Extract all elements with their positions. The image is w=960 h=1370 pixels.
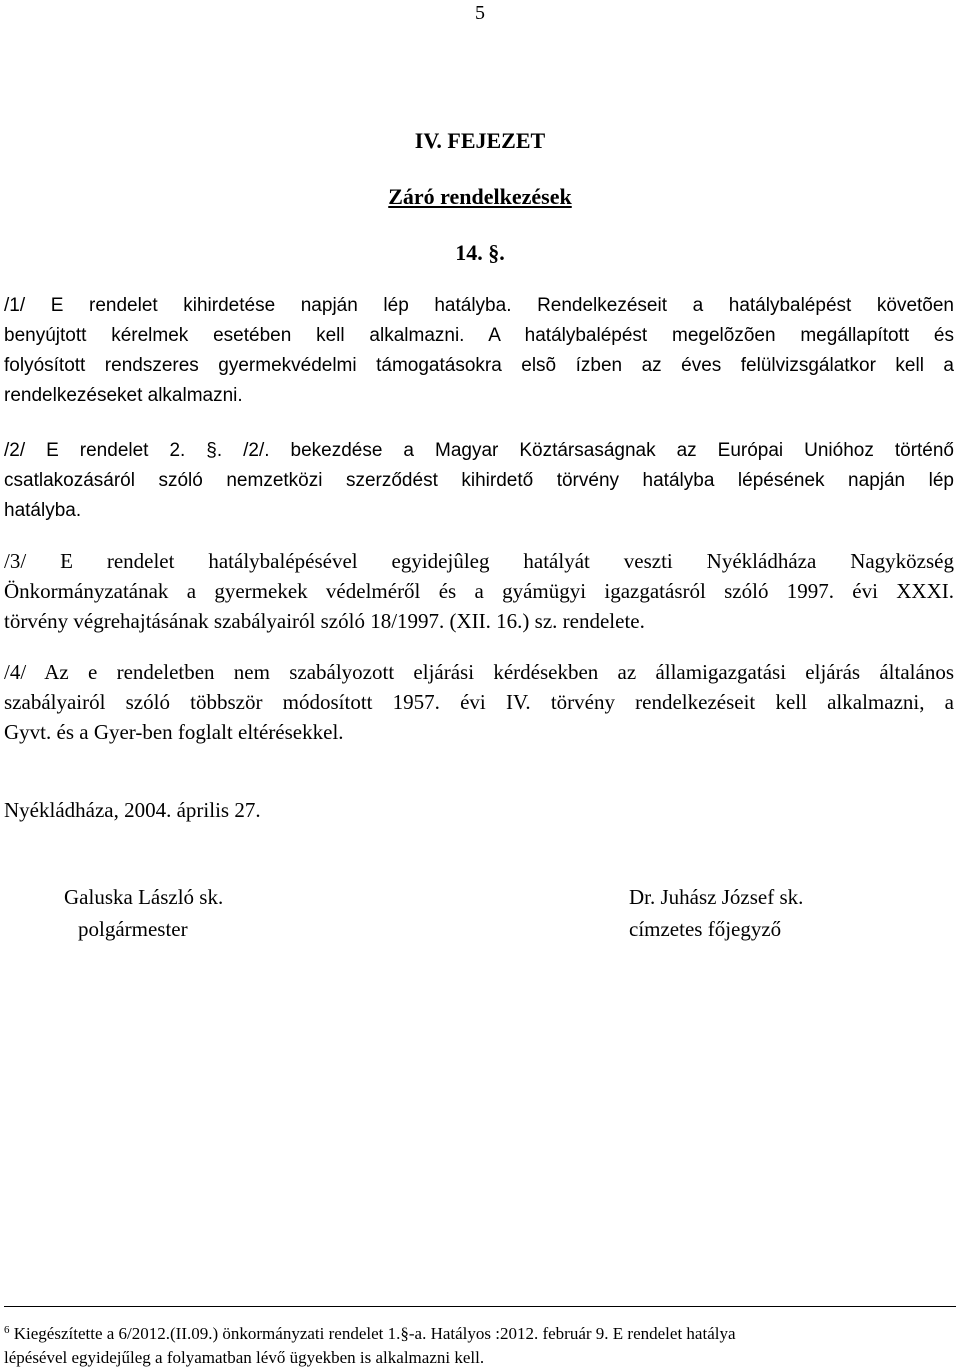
paragraph-4-line: szabályairól szóló többször módosított 1957. évi IV. törvény rendelkezéseit kell alkalmazni, a	[4, 690, 954, 714]
paragraph-1-line: rendelkezéseket alkalmazni.	[4, 385, 243, 406]
paragraph-3-line: törvény végrehajtásának szabályairól szóló 18/1997. (XII. 16.) sz. rendelete.	[4, 609, 645, 633]
signature-role: polgármester	[78, 917, 188, 941]
paragraph-3-line: Önkormányzatának a gyermekek védelméről és a gyámügyi igazgatásról szóló 1997. évi XXXI.	[4, 579, 954, 603]
paragraph-2-line: csatlakozásáról szóló nemzetközi szerződést kihirdető törvény hatályba lépésének napján lép	[4, 470, 954, 491]
place-and-date: Nyékládháza, 2004. április 27.	[4, 798, 261, 822]
paragraph-4	[4, 657, 954, 747]
footnote-marker: 6	[4, 1324, 10, 1336]
paragraph-1-line: folyósított rendszeres gyermekvédelmi támogatásokra elsõ ízben az éves felülvizsgálatkor kell a	[4, 355, 954, 376]
footnote-line: lépésével egyidejűleg a folyamatban lévő ügyekben is alkalmazni kell.	[4, 1348, 485, 1367]
signature-notary	[629, 881, 803, 945]
footnote-divider	[4, 1306, 956, 1307]
paragraph-1	[4, 291, 954, 411]
signature-name: Dr. Juhász József sk.	[629, 885, 804, 909]
paragraph-mark: 14. §.	[455, 240, 505, 265]
paragraph-3-line: /3/ E rendelet hatálybalépésével egyidejûleg hatályát veszti Nyékládháza Nagyközség	[4, 549, 954, 573]
paragraph-4-line: Gyvt. és a Gyer-ben foglalt eltérésekkel.	[4, 720, 344, 744]
paragraph-1-line: /1/ E rendelet kihirdetése napján lép hatályba. Rendelkezéseit a hatálybalépést követõen	[4, 295, 954, 316]
paragraph-1-line: benyújtott kérelmek esetében kell alkalmazni. A hatálybalépést megelõzõen megállapított és	[4, 325, 954, 346]
paragraph-2	[4, 436, 954, 526]
footnote-text: Kiegészítette a 6/2012.(II.09.) önkormányzati rendelet 1.§-a. Hatályos :2012. február 9. E rendelet hatálya	[9, 1324, 736, 1343]
footnote-line	[4, 1318, 954, 1346]
signature-name: Galuska László sk.	[64, 885, 224, 909]
page-number: 5	[475, 2, 485, 24]
chapter-heading: IV. FEJEZET	[414, 128, 546, 153]
footnote	[4, 1318, 954, 1370]
signature-role: címzetes főjegyző	[629, 917, 782, 941]
paragraph-4-line: /4/ Az e rendeletben nem szabályozott eljárási kérdésekben az államigazgatási eljárás általános	[4, 660, 954, 684]
paragraph-2-line: /2/ E rendelet 2. §. /2/. bekezdése a Magyar Köztársaságnak az Európai Unióhoz történő	[4, 440, 954, 461]
signature-mayor	[64, 881, 223, 945]
paragraph-2-line: hatályba.	[4, 500, 82, 521]
chapter-title: Záró rendelkezések	[388, 184, 572, 209]
paragraph-3	[4, 546, 954, 636]
